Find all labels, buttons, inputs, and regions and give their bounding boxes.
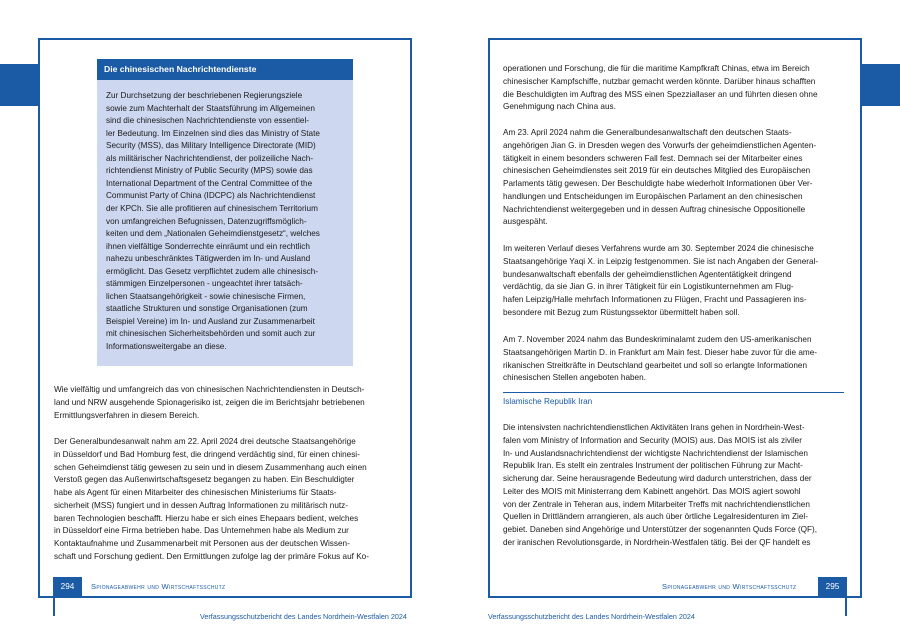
- right-edge-tab: [860, 64, 900, 106]
- box-line: mit chinesischen Sicherheitsbehörden und somit auch zur: [106, 329, 316, 339]
- paragraph-line: sicherung dar. Seine herausragende Bedeutung wird dadurch unterstrichen, dass der: [503, 474, 812, 483]
- paragraph-line: handlungen und Entscheidungen im Europäischen Parlament an den chinesischen: [503, 191, 803, 201]
- paragraph-line: angehörigen Jian G. in Dresden wegen des Vorwurfs der geheimdienstlichen Agenten-: [503, 140, 817, 150]
- paragraph-line: falen vom Ministry of Information and Security (MOIS) aus. Das MOIS ist als ziviler: [503, 435, 802, 445]
- footer-right: Verfassungsschutzbericht des Landes Nordrhein-Westfalen 2024: [488, 612, 695, 621]
- paragraph-line: Leiter des MOIS mit Ministerrang dem Kabinett angehört. Das MOIS agiert sowohl: [503, 486, 801, 496]
- box-line: als militärischer Nachrichtendienst, der polizeiliche Nach-: [106, 153, 314, 163]
- paragraph-line: Staatsangehörigen Martin D. in Frankfurt am Main fest. Dieser habe zuvor für die ame-: [503, 347, 817, 357]
- box-line: Communist Party of China (IDCPC) als Nachrichtendienst: [106, 191, 316, 201]
- paragraph-line: Republik Iran. Es stellt ein zentrales Instrument der politischen Führung zur Macht-: [503, 461, 803, 471]
- paragraph-line: chinesischen Geheimdienstes seit 2019 für ein deutsches Mitglied des Europäischen: [503, 166, 811, 176]
- paragraph-line: die Beschuldigten im Auftrag des MSS einen Spezziallaser an und führten diesen ohne: [503, 89, 818, 99]
- paragraph-line: Parlaments tätig gewesen. Der Beschuldigte habe wiederholt Informationen über Ver-: [503, 179, 813, 188]
- paragraph-line: tätigkeit in einem besonders schweren Fall fest. Demnach sei der Mitarbeiter eines: [503, 153, 803, 163]
- page-number-left: 294: [53, 577, 82, 596]
- paragraph-line: Genehmigung nach China aus.: [503, 102, 616, 112]
- paragraph-line: Am 7. November 2024 nahm das Bundeskriminalamt zudem den US-amerikanischen: [503, 335, 812, 344]
- box-line: keiten und dem „Nationalen Geheimdienstgesetz“, welches: [106, 229, 320, 239]
- box-line: richtendienst Ministry of Public Security (MPS) sowie das: [106, 166, 313, 176]
- box-line: Informationsweitergabe an diese.: [106, 342, 227, 351]
- paragraph-line: chinesischer Kampfschiffe, nutzbar gemacht werden könnte. Darüber hinaus schafften: [503, 76, 816, 86]
- box-line: der KPCh. Sie alle profitieren auf chinesischem Territorium: [106, 203, 318, 213]
- paragraph-line: Wie vielfältig und umfangreich das von chinesischen Nachrichtendiensten in Deutsch-: [54, 385, 365, 394]
- paragraph-line: Im weiteren Verlauf dieses Verfahrens wurde am 30. September 2024 die chinesische: [503, 244, 814, 253]
- paragraph-line: schaft und Forschung gedient. Den Ermittlungen zufolge lag der primäre Fokus auf Ko-: [54, 551, 369, 561]
- paragraph-line: operationen und Forschung, die für die maritime Kampfkraft Chinas, etwa im Bereich: [503, 64, 810, 73]
- box-line: ermöglicht. Das Gesetz verpflichtet zudem alle chinesisch-: [106, 266, 319, 276]
- paragraph-line: besondere mit Bezug zum Rüstungssektor übermittelt haben soll.: [503, 307, 740, 317]
- left-number-stem: [53, 596, 55, 616]
- box-line: staatliche Strukturen und sonstige Organisationen (zum: [106, 304, 308, 314]
- paragraph-line: Am 23. April 2024 nahm die Generalbundesanwaltschaft den deutschen Staats-: [503, 128, 792, 137]
- paragraph-line: bundesanwaltschaft ebenfalls der geheimdienstlichen Agententätigkeit dringend: [503, 269, 792, 279]
- section-label-right: Spionageabwehr und Wirtschaftsschutz: [662, 582, 797, 591]
- paragraph-line: gebiet. Daneben sind Angehörige und Unterstützer der sogenannten Quds Force (QF),: [503, 525, 818, 534]
- section-label-left: Spionageabwehr und Wirtschaftsschutz: [91, 582, 226, 591]
- paragraph-line: ausgespäht.: [503, 217, 548, 227]
- box-line: Beispiel Vereine) im In- und Ausland zur Zusammenarbeit: [106, 316, 315, 326]
- paragraph-line: in Düsseldorf eine Firma betrieben habe. Das Unternehmen habe als Medium zur: [54, 526, 349, 536]
- subheading-rule: [503, 392, 844, 393]
- paragraph-line: rikanischen Streitkräfte in Deutschland gearbeitet und soll so erlangte Informationen: [503, 360, 808, 370]
- paragraph-line: Ermittlungsverfahren in diesem Bereich.: [54, 410, 200, 420]
- paragraph-line: Staatsangehörige Yaqi X. in Leipzig festgenommen. Sie ist nach Angaben der General-: [503, 256, 819, 266]
- paragraph-line: Quellen in Drittländern arrangieren, als auch über örtliche Legalresidenturen im Ziel-: [503, 512, 808, 522]
- box-line: nahezu unbeschränktes Tätigwerden im In- und Ausland: [106, 254, 311, 264]
- box-line: von umfangreichen Befugnissen, Datenzugriffsmöglich-: [106, 216, 307, 226]
- paragraph-line: habe als Agent für einen Mitarbeiter des chinesischen Ministeriums für Staats-: [54, 488, 337, 497]
- box-line: ihnen vielfältige Sonderrechte einräumt und ein rechtlich: [106, 241, 310, 251]
- box-line: Zur Durchsetzung der beschriebenen Regierungsziele: [106, 91, 303, 100]
- paragraph-line: schen Geheimdienst tätig gewesen zu sein und in diesem Zusammenhang auch einen: [54, 462, 367, 472]
- paragraph-line: Verstoß gegen das Außenwirtschaftsgesetz begangen zu haben. Ein Beschuldigter: [54, 475, 355, 485]
- paragraph-line: sicherheit (MSS) fungiert und in dessen Auftrag Informationen zu militärisch nutz-: [54, 500, 348, 510]
- subheading-iran: Islamische Republik Iran: [503, 397, 593, 406]
- page-number-right: 295: [818, 577, 847, 596]
- box-line: sind die chinesischen Nachrichtendienste von essentiel-: [106, 116, 309, 126]
- left-edge-tab: [0, 64, 40, 106]
- paragraph-line: verdächtig, da sie Jian G. in ihrer Tätigkeit für ein Logistikunternehmen am Flug-: [503, 282, 794, 292]
- box-line: Security (MSS), das Military Intelligence Directorate (MID): [106, 141, 316, 151]
- paragraph-line: hafen Leipzig/Halle mehrfach Informationen zu Flügen, Fracht und Passagieren ins-: [503, 295, 807, 304]
- footer-left: Verfassungsschutzbericht des Landes Nordrhein-Westfalen 2024: [200, 612, 407, 621]
- paragraph-line: Nachrichtendienst weitergegeben und in dessen Auftrag chinesische Oppositionelle: [503, 204, 806, 214]
- paragraph-line: baren Technologien beschafft. Hierzu habe er sich eines Ehepaars bedient, welches: [54, 513, 359, 523]
- right-number-stem: [845, 596, 847, 616]
- paragraph-line: Die intensivsten nachrichtendienstlichen Aktivitäten Irans gehen in Nordrhein-West-: [503, 423, 805, 432]
- paragraph-line: chinesischen Stellen angeboten haben.: [503, 373, 646, 383]
- box-line: sowie zum Machterhalt der Staatsführung im Allgemeinen: [106, 103, 315, 113]
- paragraph-line: von der Zentrale in Teheran aus, indem Mitarbeiter Treffs mit nachrichtendienstlichen: [503, 499, 810, 509]
- paragraph-line: in Düsseldorf und Bad Homburg fest, die dringend verdächtig sind, für einen chinesi-: [54, 449, 360, 459]
- paragraph-line: der iranischen Revolutionsgarde, in Nordrhein-Westfalen tätig. Bei der QF handelt es: [503, 537, 811, 547]
- paragraph-line: Kontaktaufnahme und Zusammenarbeit mit Personen aus der deutschen Wissen-: [54, 539, 350, 548]
- paragraph-line: In- und Auslandsnachrichtendienst der wichtigste Nachrichtendienst der Islamischen: [503, 448, 808, 458]
- box-line: International Department of the Central Committee of the: [106, 178, 313, 188]
- box-line: ler Bedeutung. Im Einzelnen sind dies das Ministry of State: [106, 128, 320, 138]
- box-title: Die chinesischen Nachrichtendienste: [97, 59, 353, 80]
- box-line: stämmigen Einzelpersonen - ungeachtet ihrer tatsäch-: [106, 279, 303, 289]
- paragraph-line: land und NRW ausgehende Spionagerisiko ist, zeigen die im Berichtsjahr betriebenen: [54, 397, 365, 407]
- box-line: lichen Staatsangehörigkeit - sowie chinesische Firmen,: [106, 291, 306, 301]
- paragraph-line: Der Generalbundesanwalt nahm am 22. April 2024 drei deutsche Staatsangehörige: [54, 437, 356, 446]
